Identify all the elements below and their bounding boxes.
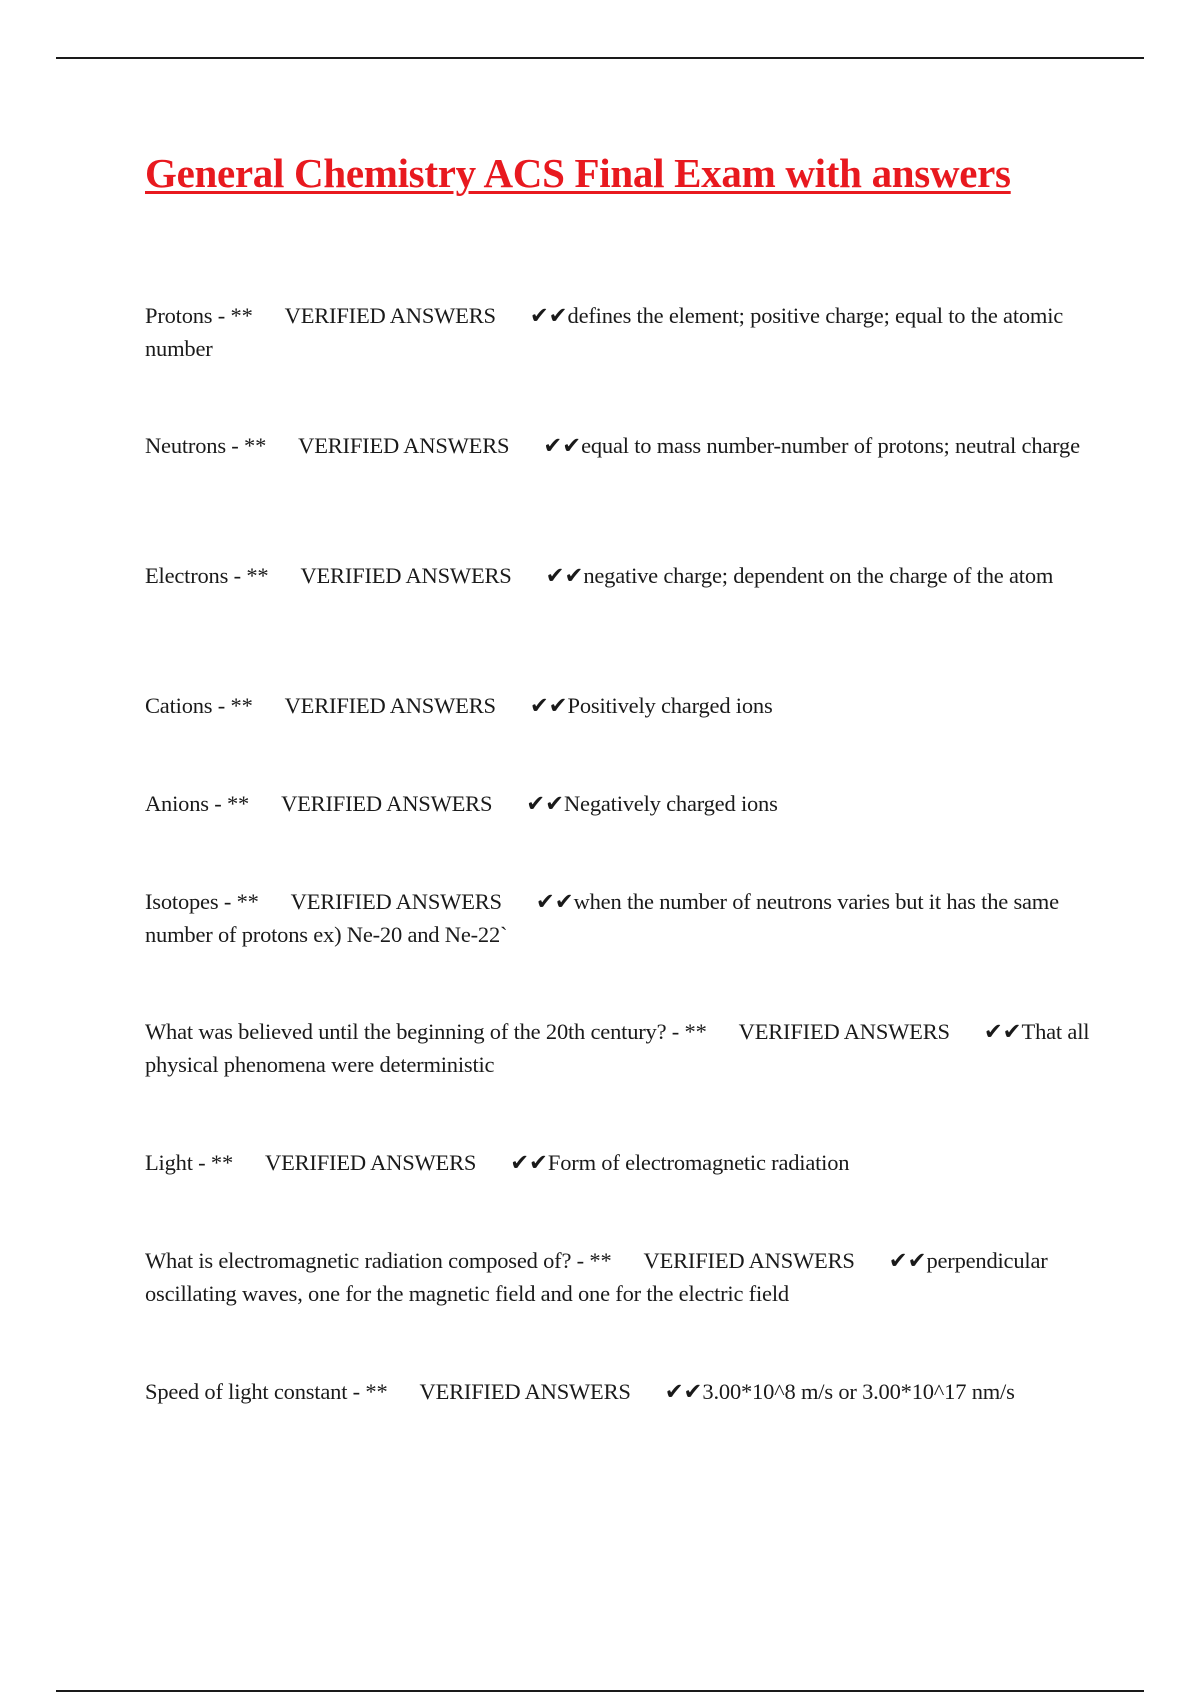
qa-answer: equal to mass number-number of protons; neutral charge [581,433,1080,458]
qa-marker: ** [230,693,253,718]
qa-term: Cations - [145,693,226,718]
verified-label: VERIFIED ANSWERS [281,791,493,816]
qa-marker: ** [236,889,259,914]
verified-label: VERIFIED ANSWERS [419,1379,631,1404]
qa-term: Isotopes - [145,889,232,914]
check-marks-icon: ✔✔ [664,1379,703,1404]
qa-item-electrons [145,559,1090,592]
qa-item-light [145,1146,1090,1179]
qa-answer: when the number of neutrons varies but it has the same number of protons ex) Ne-20 and Ne-22` [145,889,1059,947]
qa-marker: ** [684,1019,707,1044]
check-marks-icon: ✔✔ [529,303,568,328]
check-marks-icon: ✔✔ [983,1019,1022,1044]
qa-item-protons [145,299,1090,365]
check-marks-icon: ✔✔ [545,563,584,588]
verified-label: VERIFIED ANSWERS [290,889,502,914]
check-marks-icon: ✔✔ [543,433,582,458]
qa-answer: That all physical phenomena were deterministic [145,1019,1090,1077]
qa-item-speed-of-light [145,1375,1090,1408]
bottom-rule [56,1690,1144,1692]
qa-answer: defines the element; positive charge; equal to the atomic number [145,303,1064,361]
qa-item-neutrons [145,429,1090,462]
qa-item-20th-century [145,1015,1090,1081]
verified-label: VERIFIED ANSWERS [284,693,496,718]
verified-label: VERIFIED ANSWERS [300,563,512,588]
qa-item-anions [145,787,1090,820]
verified-label: VERIFIED ANSWERS [298,433,510,458]
qa-term: Light - [145,1150,206,1175]
qa-item-cations [145,689,1090,722]
qa-term: What is electromagnetic radiation composed of? - [145,1248,584,1273]
page-title: General Chemistry ACS Final Exam with answers [145,150,1011,196]
verified-label: VERIFIED ANSWERS [738,1019,950,1044]
qa-term: Protons - [145,303,226,328]
qa-item-isotopes [145,885,1090,951]
check-marks-icon: ✔✔ [529,693,568,718]
qa-term: Electrons - [145,563,241,588]
top-rule [56,57,1144,59]
check-marks-icon: ✔✔ [535,889,574,914]
qa-term: Neutrons - [145,433,239,458]
qa-marker: ** [244,433,267,458]
qa-marker: ** [230,303,253,328]
qa-marker: ** [226,791,250,816]
qa-marker: ** [365,1379,388,1404]
verified-label: VERIFIED ANSWERS [265,1150,477,1175]
qa-term: What was believed until the beginning of the 20th century? - [145,1019,680,1044]
qa-answer: Form of electromagnetic radiation [547,1150,850,1175]
qa-answer: Negatively charged ions [563,791,778,816]
qa-marker: ** [246,563,269,588]
qa-answer: Positively charged ions [567,693,773,718]
qa-item-em-radiation [145,1244,1090,1310]
check-marks-icon: ✔✔ [526,791,564,816]
qa-term: Speed of light constant - [145,1379,360,1404]
qa-marker: ** [210,1150,234,1175]
check-marks-icon: ✔✔ [510,1150,548,1175]
qa-answer: perpendicular oscillating waves, one for the magnetic field and one for the electric field [145,1248,1048,1306]
qa-answer: negative charge; dependent on the charge of the atom [583,563,1054,588]
qa-marker: ** [589,1248,612,1273]
verified-label: VERIFIED ANSWERS [643,1248,855,1273]
verified-label: VERIFIED ANSWERS [284,303,496,328]
qa-term: Anions - [145,791,222,816]
check-marks-icon: ✔✔ [888,1248,927,1273]
qa-answer: 3.00*10^8 m/s or 3.00*10^17 nm/s [702,1379,1015,1404]
